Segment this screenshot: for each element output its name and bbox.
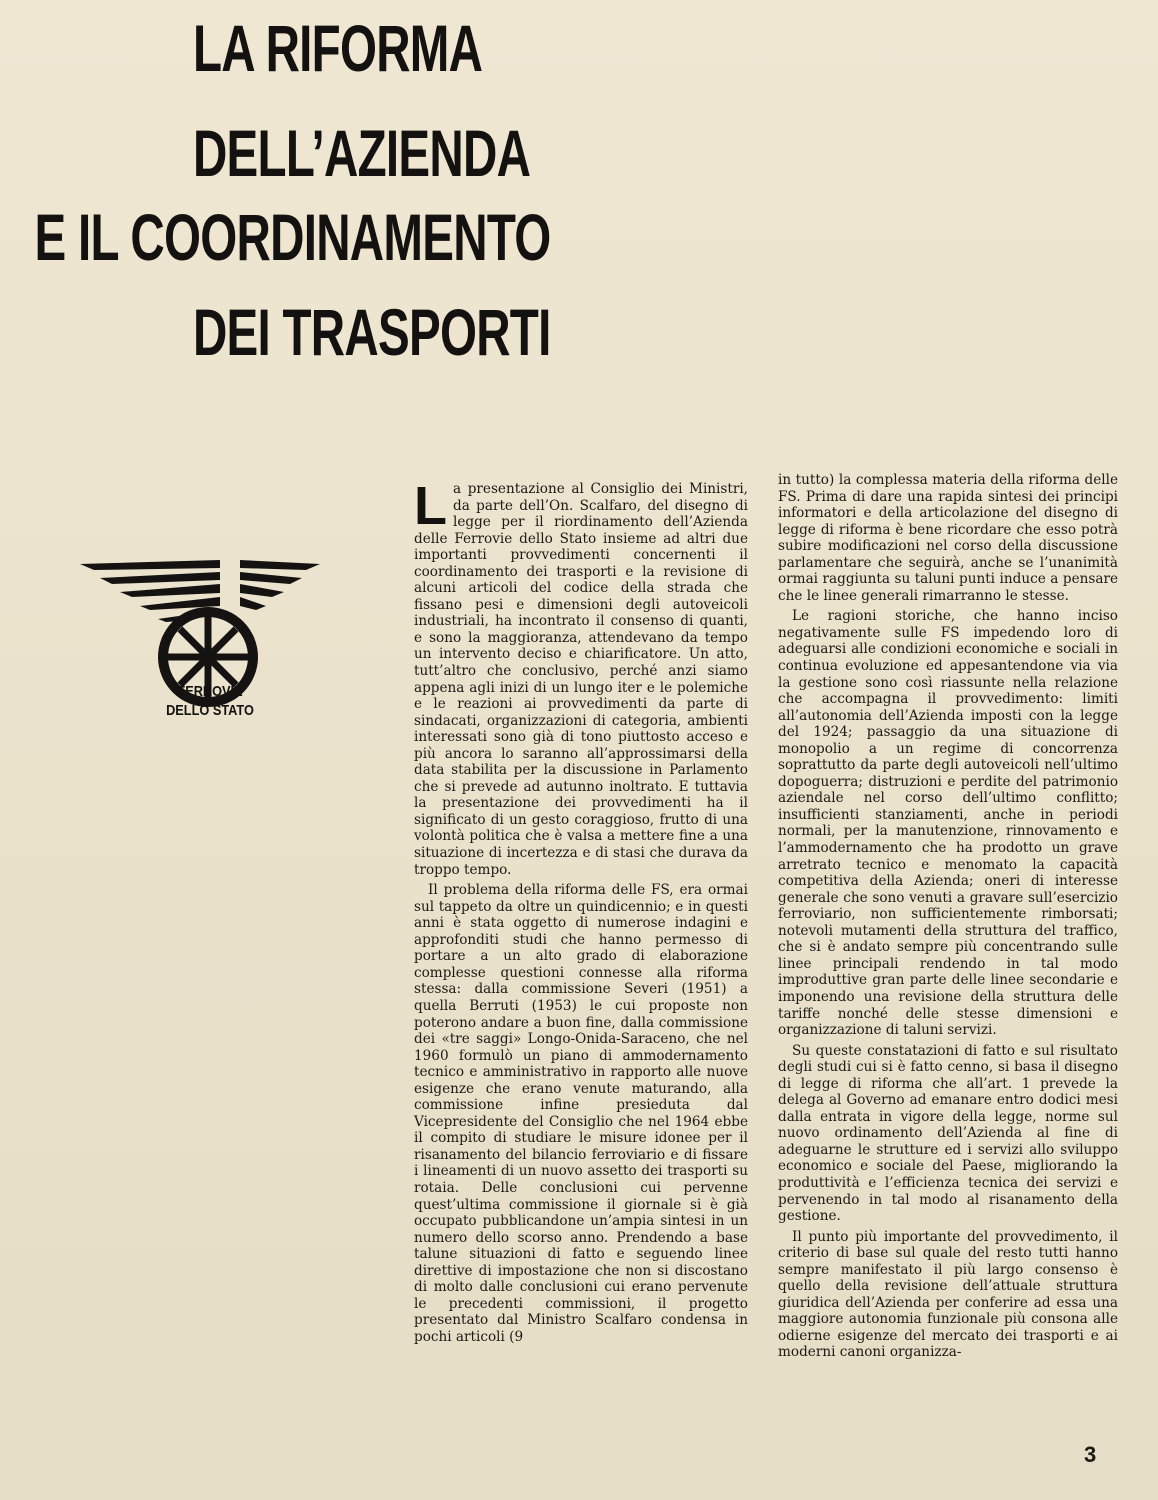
paragraph: in tutto) la complessa materia della riforma delle FS. Prima di dare una rapida sintesi dei principi informatori e della articolazione del disegno di legge di riforma è bene ricordare che esso potrà subire modificazioni nel corso della discussione parlamentare che seguirà, anche se l’unanimità ormai raggiunta su taluni punti induce a pensare che le linee generali rimarranno le stesse.: [778, 472, 1118, 604]
headline-line-1: LA RIFORMA: [192, 11, 483, 85]
logo-caption: [151, 682, 270, 720]
article-column-2: [778, 472, 1118, 1361]
headline-line-4: DEI TRASPORTI: [192, 295, 551, 369]
article-column-1: [414, 476, 748, 1345]
paragraph: Le ragioni storiche, che hanno inciso negativamente sulle FS impedendo loro di adeguarsi alle condizioni economiche e sociali in continua evoluzione ed appesantendone via via la gestione sono così riassunte nella relazione che accompagna il provvedimento: limiti all’autonomia dell’Azienda imposti con la legge del 1924; passaggio da una situazione di monopolio a un regime di concorrenza soprattutto da parte degli autoveicoli nell’ultimo dopoguerra; distruzioni e perdite del patrimonio aziendale nel corso dell’ultimo conflitto; insufficienti stanziamenti, anche in periodi normali, per la manutenzione, rinnovamento e l’ammodernamento che ha prodotto un grave arretrato tecnico e menomato la capacità competitiva della Azienda; oneri di interesse generale che sono venuti a gravare sull’esercizio ferroviario, non sufficientemente rimborsati; notevoli mutamenti della struttura del traffico, che si è andato sempre più concentrando sulle linee principali rendendo in tal modo improduttive gran parte delle linee secondarie e imponendo una revisione della struttura delle tariffe nonché delle stesse dimensioni e organizzazione di taluni servizi.: [778, 608, 1118, 1039]
paragraph: Il punto più importante del provvedimento, il criterio di base sul quale del resto tutti hanno sempre manifestato il più largo consenso è quello della revisione dell’attuale struttura giuridica dell’Azienda per conferire ad essa una maggiore autonomia funzionale più consona alle odierne esigenze del mercato dei trasporti e ai moderni canoni organizza-: [778, 1228, 1118, 1361]
headline-line-3: E IL COORDINAMENTO: [34, 200, 551, 274]
page-number: 3: [1084, 1442, 1097, 1467]
paragraph: Il problema della riforma delle FS, era ormai sul tappeto da oltre un quindicennio; e in questi anni è stata oggetto di numerose indagini e approfonditi studi che hanno permesso di portare a un alto grado di elaborazione complesse questioni connesse alla riforma stessa: dalla commissione Severi (1951) a quella Berruti (1953) le cui proposte non poterono andare a buon fine, dalla commissione dei «tre saggi» Longo-Onida-Saraceno, che nel 1960 formulò un piano di ammodernamento tecnico e amministrativo in rapporto alle nuove esigenze che erano venute maturando, alla commissione infine presieduta dal Vicepresidente del Consiglio che nel 1964 ebbe il compito di studiare le misure idonee per il risanamento del bilancio ferroviario e di fissare i lineamenti di un nuovo assetto dei trasporti su rotaia. Delle conclusioni cui pervenne quest’ultima commissione il giornale si è già occupato pubblicandone un’ampia sintesi in un numero dello scorso anno. Prendendo a base talune situazioni di fatto e seguendo linee direttive di impostazione che non si discostano di molto dalle conclusioni cui erano pervenute le precedenti commissioni, il progetto presentato dal Ministro Scalfaro condensa in pochi articoli (9: [414, 882, 748, 1345]
logo-caption-line-2: DELLO STATO: [166, 702, 254, 719]
headline-line-2: DELL’AZIENDA: [192, 116, 531, 190]
paragraph-text: a presentazione al Consiglio dei Ministri, da parte dell’On. Scalfaro, del disegno di legge per il riordinamento dell’Azienda delle Ferrovie dello Stato insieme ad altri due importanti provvedimenti concernenti il coordinamento dei trasporti e la revisione di alcuni articoli del codice della strada che fissano pesi e dimensioni degli autoveicoli industriali, ha incontrato il consenso di quanti, e sono la maggioranza, attendevano da tempo un intervento deciso e chiarificatore. Un atto, tutt’altro che conclusivo, perché anzi siamo appena agli inizi di un lungo iter e le polemiche e le reazioni ai provvedimenti da parte di sindacati, organizzazioni di categoria, ambienti interessati sono già di tono piuttosto acceso e più ancora lo saranno all’approssimarsi della data stabilita per la discussione in Parlamento che si prevede ad autunno inoltrato. E tuttavia la presentazione dei provvedimenti ha il significato di un gesto coraggioso, frutto di una volontà politica che è valsa a mettere fine a una situazione di incertezza e di stasi che durava da troppo tempo.: [414, 481, 748, 878]
logo-caption-line-1: FERROVIE: [177, 683, 243, 700]
paragraph: Su queste constatazioni di fatto e sul risultato degli studi cui si è fatto cenno, si basa il disegno di legge di riforma che all’art. 1 prevede la delega al Governo ad emanare entro dodici mesi dalla entrata in vigore della legge, norme sul nuovo ordinamento dell’Azienda al fine di adeguarne le strutture ed i servizi allo sviluppo economico e sociale del Paese, migliorando la produttività e l’efficienza tecnica dei servizi e pervenendo in tal modo al risanamento della gestione.: [778, 1042, 1118, 1225]
drop-cap: L: [414, 476, 447, 536]
paragraph: [414, 476, 748, 878]
